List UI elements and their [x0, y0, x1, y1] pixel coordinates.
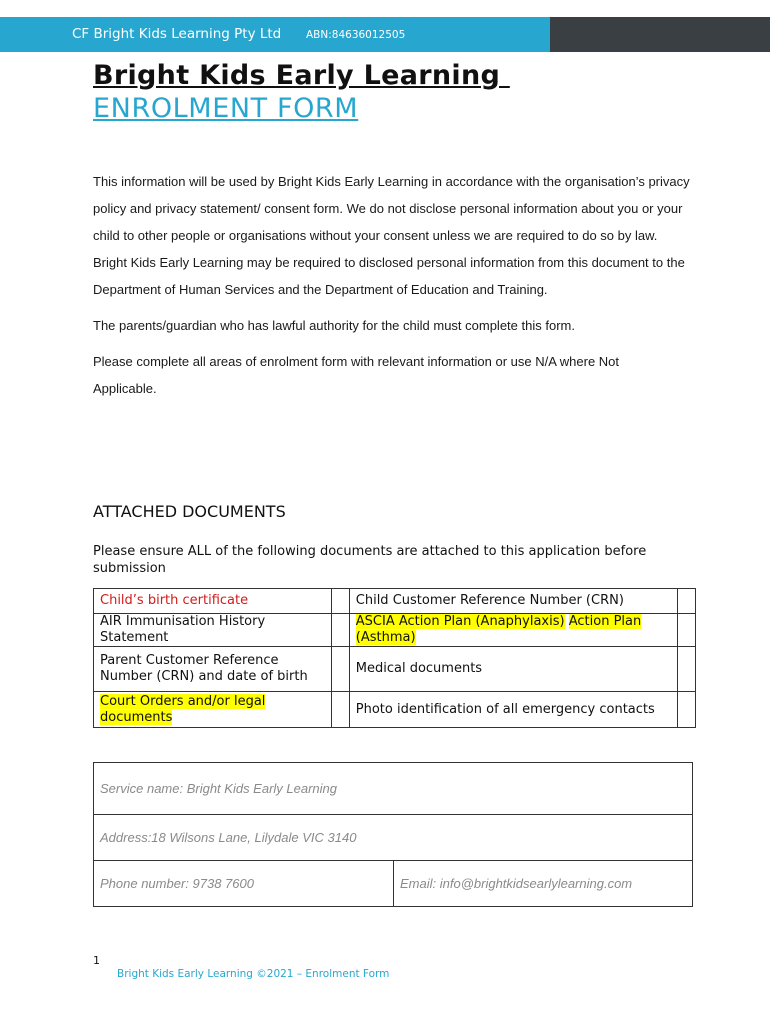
table-row: [94, 815, 693, 861]
instructions-paragraph: Please complete all areas of enrolment form with relevant information or use N/A where Not Applicable.: [93, 354, 620, 396]
doc-action-plans: [349, 614, 678, 647]
checkbox-medical[interactable]: [678, 647, 696, 692]
checkbox-birth-certificate[interactable]: [332, 589, 350, 614]
doc-court-orders-label: Court Orders and/or legal documents: [100, 693, 266, 725]
checkbox-action-plans[interactable]: [678, 614, 696, 647]
doc-ascia-plan: ASCIA Action Plan (Anaphylaxis): [355, 614, 565, 629]
service-address: Address:18 Wilsons Lane, Lilydale VIC 3140: [94, 815, 693, 861]
checkbox-immunisation[interactable]: [332, 614, 350, 647]
intro-text: [93, 168, 693, 402]
doc-photo-id: Photo identification of all emergency contacts: [349, 692, 678, 728]
table-row: [94, 589, 696, 614]
doc-medical: Medical documents: [349, 647, 678, 692]
doc-court-orders: [94, 692, 332, 728]
table-row: [94, 614, 696, 647]
page-title: Bright Kids Early Learning: [93, 60, 510, 91]
doc-immunisation: AIR Immunisation History Statement: [94, 614, 332, 647]
checkbox-photo-id[interactable]: [678, 692, 696, 728]
checkbox-parent-crn[interactable]: [332, 647, 350, 692]
doc-asthma-plan: Action Plan (Asthma): [355, 614, 642, 645]
form-title: ENROLMENT FORM: [93, 93, 359, 124]
documents-checklist: [93, 588, 696, 728]
page-number: 1: [93, 954, 100, 967]
doc-parent-crn: Parent Customer Reference Number (CRN) and date of birth: [94, 647, 332, 692]
service-details: [93, 762, 693, 907]
doc-birth-certificate: Child’s birth certificate: [94, 589, 332, 614]
service-phone: Phone number: 9738 7600: [94, 861, 394, 907]
table-row: [94, 692, 696, 728]
guardian-paragraph: The parents/guardian who has lawful authority for the child must complete this form.: [93, 318, 575, 333]
company-name: CF Bright Kids Learning Pty Ltd: [72, 26, 282, 42]
table-row: [94, 861, 693, 907]
service-email: Email: info@brightkidsearlylearning.com: [394, 861, 693, 907]
attached-documents-note: Please ensure ALL of the following documents are attached to this application before submission: [93, 544, 647, 576]
privacy-paragraph: This information will be used by Bright Kids Early Learning in accordance with the organisation’s privacy policy and privacy statement/ consent form. We do not disclose personal information about you or your child to other people or organisations without your consent unless we are required to do so by law. Bright Kids Early Learning may be required to disclosed personal information from this document to the Department of Human Services and the Department of Education and Training.: [93, 174, 690, 297]
checkbox-child-crn[interactable]: [678, 589, 696, 614]
doc-child-crn: Child Customer Reference Number (CRN): [349, 589, 678, 614]
table-row: [94, 763, 693, 815]
footer-text: Bright Kids Early Learning ©2021 – Enrolment Form: [117, 968, 390, 980]
header-bar-dark: [550, 17, 770, 52]
service-name: Service name: Bright Kids Early Learning: [94, 763, 693, 815]
table-row: [94, 647, 696, 692]
attached-documents-heading: ATTACHED DOCUMENTS: [93, 502, 286, 521]
checkbox-court-orders[interactable]: [332, 692, 350, 728]
abn-number: ABN:84636012505: [306, 29, 406, 41]
